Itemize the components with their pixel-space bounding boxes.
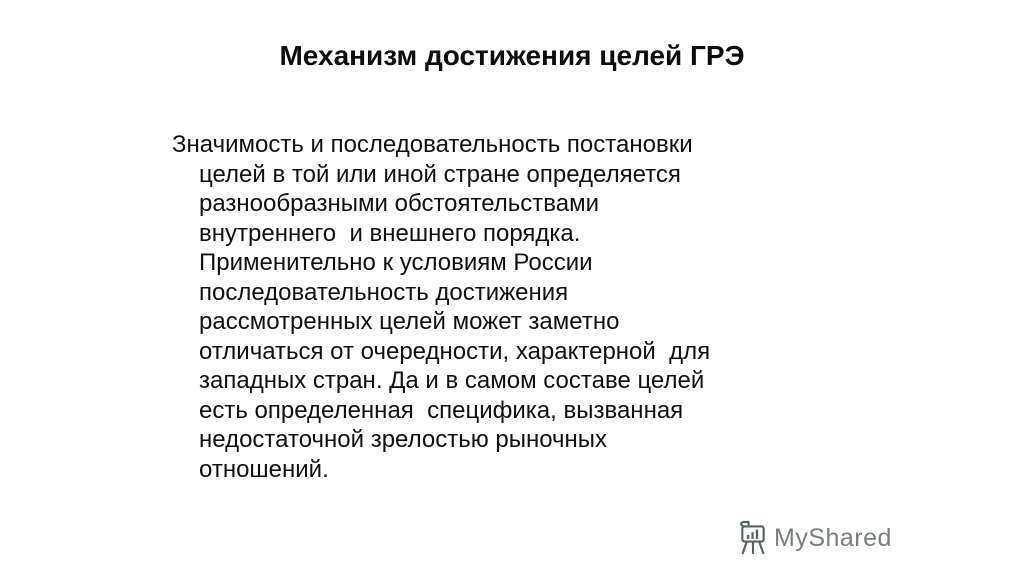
body-text-line: Значимость и последовательность постановки — [172, 131, 693, 158]
body-text-line: рассмотренных целей может заметно — [199, 308, 620, 335]
watermark-label: MyShared — [774, 523, 892, 552]
body-text-line: есть определенная специфика, вызванная — [199, 396, 684, 424]
body-text-line: последовательность достижения — [199, 278, 569, 306]
body-text-line: западных стран. Да и в самом составе целей — [199, 367, 705, 394]
body-text-line: разнообразными обстоятельствами — [199, 190, 600, 217]
body-text-line: внутреннего и внешнего порядка. — [199, 219, 581, 247]
slide-title: Механизм достижения целей ГРЭ — [279, 40, 745, 71]
presentation-easel-chart-icon — [737, 519, 769, 557]
body-text-line: отношений. — [199, 455, 329, 483]
myshared-watermark — [737, 519, 892, 557]
body-text-line: отличаться от очередности, характерной для — [199, 337, 711, 365]
body-text-line: целей в той или иной стране определяется — [199, 160, 681, 188]
body-text-line: недостаточной зрелостью рыночных — [199, 426, 608, 453]
slide-body-text — [172, 130, 892, 484]
body-text-line: Применительно к условиям России — [199, 249, 593, 276]
